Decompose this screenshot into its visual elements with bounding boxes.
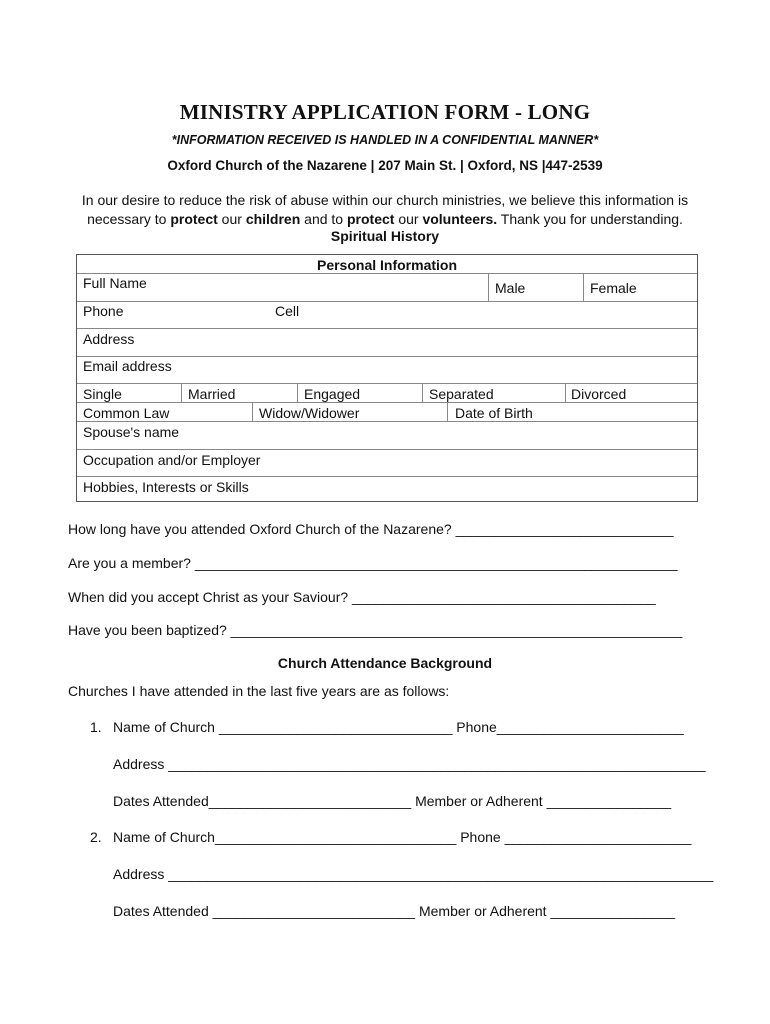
hobbies-field[interactable]: Hobbies, Interests or Skills <box>83 479 249 495</box>
row-divider <box>77 383 697 384</box>
church-1-dates-line[interactable]: Dates Attended__________________________ Member or Adherent ________________ <box>113 793 672 809</box>
church-2-address-line[interactable]: Address ______________________________________________________________________ <box>113 866 714 882</box>
personal-info-table <box>76 254 698 502</box>
row-divider <box>77 301 697 302</box>
engaged-option[interactable]: Engaged <box>304 386 361 402</box>
row-divider <box>77 328 697 329</box>
intro-line-2: necessary to protect our children and to protect our volunteers. Thank you for understanding. <box>87 211 683 227</box>
female-option[interactable]: Female <box>590 280 637 296</box>
row-divider <box>77 449 697 450</box>
church-1-number: 1. <box>90 719 102 735</box>
single-option[interactable]: Single <box>83 386 122 402</box>
full-name-field[interactable]: Full Name <box>83 275 147 291</box>
col-divider <box>422 383 423 402</box>
occupation-field[interactable]: Occupation and/or Employer <box>83 452 261 468</box>
male-option[interactable]: Male <box>495 280 526 296</box>
row-divider <box>77 421 697 422</box>
churches-attended-intro: Churches I have attended in the last five years are as follows: <box>68 683 450 699</box>
col-divider <box>252 402 253 421</box>
col-divider <box>488 273 489 301</box>
spouse-name-field[interactable]: Spouse's name <box>83 424 180 440</box>
col-divider <box>565 383 566 402</box>
common-law-option[interactable]: Common Law <box>83 405 170 421</box>
personal-info-header: Personal Information <box>316 257 458 273</box>
date-of-birth-field[interactable]: Date of Birth <box>455 405 533 421</box>
col-divider <box>583 273 584 301</box>
phone-field[interactable]: Phone <box>83 303 124 319</box>
attendance-length-question[interactable]: How long have you attended Oxford Church of the Nazarene? ____________________________ <box>68 521 674 537</box>
married-option[interactable]: Married <box>188 386 236 402</box>
baptized-question[interactable]: Have you been baptized? __________________________________________________________ <box>68 622 683 638</box>
church-2-name-phone-line[interactable]: Name of Church_______________________________ Phone ________________________ <box>113 829 692 845</box>
separated-option[interactable]: Separated <box>429 386 494 402</box>
col-divider <box>181 383 182 402</box>
confidential-notice: *INFORMATION RECEIVED IS HANDLED IN A CONFIDENTIAL MANNER* <box>171 133 599 147</box>
row-divider <box>77 402 697 403</box>
intro-line-1: In our desire to reduce the risk of abuse within our church ministries, we believe this information is <box>81 192 689 208</box>
church-info-line: Oxford Church of the Nazarene | 207 Main St. | Oxford, NS |447-2539 <box>167 158 603 173</box>
row-divider <box>77 356 697 357</box>
col-divider <box>447 402 448 421</box>
email-field[interactable]: Email address <box>83 358 172 374</box>
church-1-address-line[interactable]: Address _____________________________________________________________________ <box>113 756 706 772</box>
address-field[interactable]: Address <box>83 331 135 347</box>
church-2-number: 2. <box>90 829 102 845</box>
church-attendance-heading: Church Attendance Background <box>277 655 493 671</box>
widow-option[interactable]: Widow/Widower <box>259 405 360 421</box>
divorced-option[interactable]: Divorced <box>571 386 627 402</box>
church-2-dates-line[interactable]: Dates Attended __________________________ Member or Adherent ________________ <box>113 903 676 919</box>
church-1-name-phone-line[interactable]: Name of Church ______________________________ Phone________________________ <box>113 719 684 735</box>
accepted-christ-question[interactable]: When did you accept Christ as your Saviour? _______________________________________ <box>68 589 656 605</box>
cell-field[interactable]: Cell <box>275 303 300 319</box>
intro-paragraph <box>0 191 770 229</box>
row-divider <box>77 476 697 477</box>
form-title: MINISTRY APPLICATION FORM - LONG <box>179 100 591 124</box>
spiritual-history-heading: Spiritual History <box>330 228 440 244</box>
row-divider <box>77 273 697 274</box>
col-divider <box>297 383 298 402</box>
member-question[interactable]: Are you a member? ______________________________________________________________ <box>68 555 678 571</box>
